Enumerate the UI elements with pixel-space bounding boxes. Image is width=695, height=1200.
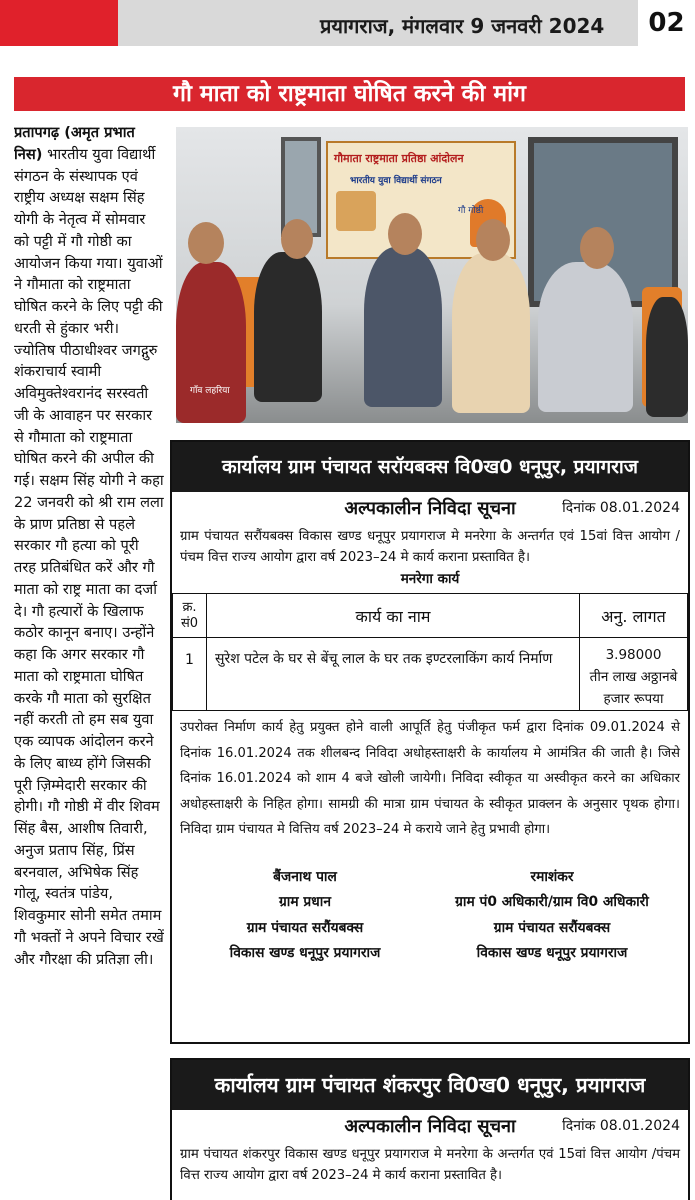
notice-title: अल्पकालीन निविदा सूचना	[344, 1116, 516, 1137]
table-header-row	[173, 594, 688, 638]
photo-person-6	[646, 297, 688, 417]
header-date: प्रयागराज, मंगलवार 9 जनवरी 2024	[320, 14, 605, 38]
signatory-name: रमाशंकर	[530, 868, 574, 885]
banner-cow-image	[336, 191, 376, 231]
signatory-block: विकास खण्ड धनूपुर प्रयागराज	[476, 945, 628, 961]
signatory-name: बैंजनाथ पाल	[273, 868, 337, 885]
table-row	[173, 638, 688, 711]
headline: गौ माता को राष्ट्रमाता घोषित करने की मांग	[14, 77, 685, 111]
photo-person-1	[176, 262, 246, 423]
row-cost-amount: 3.98000	[605, 647, 662, 663]
photo-person-1-head	[188, 222, 224, 264]
photo-person-3	[364, 247, 442, 407]
notice-intro: ग्राम पंचायत शंकरपुर विकास खण्ड धनूपुर प्रयागराज मे मनरेगा के अन्तर्गत एवं 15वां वित्त आयोग /पंचम वित्त राज्य आयोग द्वारा वर्ष 2023–24 मे कार्य कराना प्रस्तावित है।	[180, 1147, 680, 1183]
notice-date: दिनांक 08.01.2024	[562, 500, 680, 516]
column-header-work: कार्य का नाम	[207, 594, 580, 638]
signatory-panchayat: ग्राम पंचायत सरौंयबक्स	[246, 919, 364, 936]
signatory-pradhan	[190, 865, 420, 967]
row-work-name: सुरेश पटेल के घर से बेंचू लाल के घर तक इण्टरलाकिंग कार्य निर्माण	[207, 638, 580, 711]
photo-person-4-head	[476, 219, 510, 261]
article-body: भारतीय युवा विद्यार्थी संगठन के संस्थापक एवं राष्ट्रीय अध्यक्ष सक्षम सिंह योगी के नेतृत्व में सोमवार को पट्टी में गौ गोष्ठी का आयोजन किया गया। युवाओं ने गौमाता को राष्ट्रमाता घोषित करने के लिए पट्टी की धरती से हुंकार भरी। ज्योतिष पीठाधीश्वर जगद्गुरु शंकराचार्य स्वामी अविमुक्तेश्वरानंद सरस्वती जी के आवाहन पर सरकार से गौमाता को राष्ट्रमाता घोषित करने की अपील की गई। सक्षम सिंह योगी ने कहा 22 जनवरी को श्री राम लला के प्राण प्रतिष्ठा से पहले सरकार गौ हत्या को पूरी तरह प्रतिबंधित करें और गौ माता को राष्ट्र माता का दर्जा दे। गौ हत्यारों के खिलाफ कठोर कानून बनाए। उन्होंने कहा कि अगर सरकार गौ माता को राष्ट्रमाता घोषित करके गौ माता को सुरक्षित नहीं करती तो हम सब युवा एक व्यापक आंदोलन करने के लिए बाध्य होंगे जिसकी पूरी ज़िम्मेदारी सरकार की होगी। गौ गोष्ठी में वीर शिवम सिंह बैस, आशीष तिवारी, अनुज प्रताप सिंह, प्रिंस बरनवाल, अभिषेक सिंह गोलू, स्वतंत्र पांडेय, शिवकुमार सोनी समेत तमाम गौ भक्तों ने अपने विचार रखें और गौरक्षा की प्रतिज्ञा ली।	[14, 145, 164, 968]
signatures	[172, 865, 688, 985]
article-column	[14, 122, 164, 1197]
banner-title: गौमाता राष्ट्रमाता प्रतिष्ठा आंदोलन	[334, 152, 464, 165]
notice-title: अल्पकालीन निविदा सूचना	[344, 498, 516, 519]
photo-person-2-head	[281, 219, 313, 259]
notice-heading: कार्यालय ग्राम पंचायत शंकरपुर वि0ख0 धनूपुर, प्रयागराज	[172, 1060, 688, 1110]
notice-section-title: मनरेगा कार्य	[400, 571, 460, 587]
header-accent-block	[0, 0, 118, 46]
page-number: 02	[638, 0, 695, 46]
signatory-designation: ग्राम पं0 अधिकारी/ग्राम वि0 अधिकारी	[455, 894, 649, 910]
notice-subheader	[172, 492, 688, 526]
signatory-panchayat: ग्राम पंचायत सरौंयबक्स	[493, 919, 611, 936]
news-photo	[176, 127, 688, 423]
column-header-cost: अनु. लागत	[580, 594, 688, 638]
photo-person-4	[452, 253, 530, 413]
photo-person-5-head	[580, 227, 614, 269]
notice-date: दिनांक 08.01.2024	[562, 1118, 680, 1134]
signatory-designation: ग्राम प्रधान	[279, 894, 331, 910]
row-cost	[580, 638, 688, 711]
notice-intro: ग्राम पंचायत सरौंयबक्स विकास खण्ड धनूपुर प्रयागराज मे मनरेगा के अन्तर्गत एवं 15वां वित्त आयोग /पंचम वित्त राज्य आयोग द्वारा वर्ष 2023–24 मे कार्य कराना प्रस्तावित है।	[180, 529, 680, 565]
notice-heading: कार्यालय ग्राम पंचायत सरॉयबक्स वि0ख0 धनूपुर, प्रयागराज	[172, 442, 688, 492]
photo-caption: गाँव लहरिया	[190, 386, 230, 396]
row-sn: 1	[173, 638, 207, 711]
notice-body: उपरोक्त निर्माण कार्य हेतु प्रयुक्त होने वाली आपूर्ति हेतु पंजीकृत फर्म द्वारा दिनांक 09.01.2024 से दिनांक 16.01.2024 तक शीलबन्द निविदा अधोहस्ताक्षरी के कार्यालय मे आमंत्रित की जाती है। जिसे दिनांक 16.01.2024 को शाम 4 बजे खोली जायेगी। निविदा स्वीकृत या अस्वीकृत करने का अधिकार अधोहस्ताक्षरी के निहित होगा। सामग्री की मात्रा ग्राम पंचायत के स्वीकृत प्राक्लन के अनुसार पृथक होगा। निविदा ग्राम पंचायत मे वित्तिय वर्ष 2023–24 मे कराये जाने हेतु प्रभावी होगा।	[180, 720, 680, 837]
article-text	[14, 122, 164, 970]
photo-person-2	[254, 252, 322, 402]
row-cost-words: तीन लाख अठ्ठानबे हजार रूपया	[589, 669, 678, 707]
works-table	[172, 593, 688, 711]
article-dateline: प्रतापगढ़ (अमृत प्रभात निस)	[14, 124, 135, 163]
notice-subheader	[172, 1110, 688, 1144]
banner-subtitle: भारतीय युवा विद्यार्थी संगठन	[350, 176, 442, 186]
column-header-sn: क्र. सं0	[173, 594, 207, 638]
photo-person-3-head	[388, 213, 422, 255]
photo-person-5	[538, 262, 633, 412]
tender-notice-shankarpur	[170, 1058, 690, 1200]
tender-notice-saraybux	[170, 440, 690, 1044]
banner-tag: गौ गोष्ठी	[458, 206, 484, 216]
signatory-block: विकास खण्ड धनूपुर प्रयागराज	[229, 945, 381, 961]
signatory-officer	[412, 865, 692, 967]
